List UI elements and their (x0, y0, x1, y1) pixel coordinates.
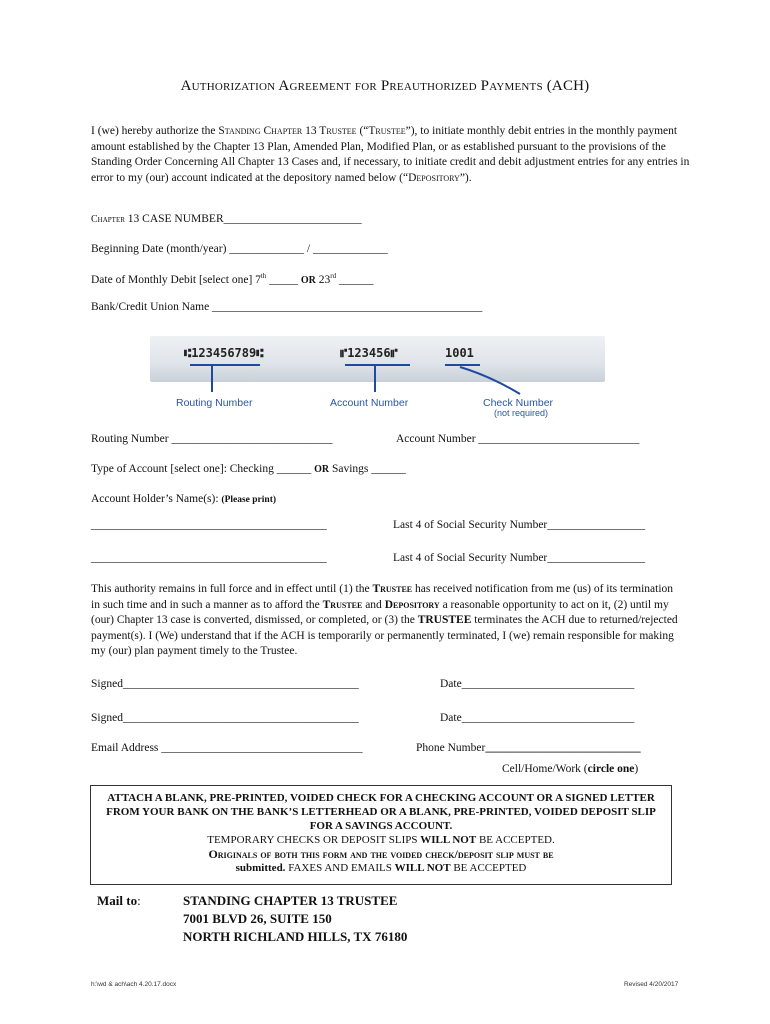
intro-paragraph: I (we) hereby authorize the Standing Chapter 13 Trustee (“Trustee”), to initiate monthly debit entries in the monthly payment amount established by the Chapter 13 Plan, Amended Plan, Modified Plan, or as established pursuant to the provisions of the Standing Order Concerning All Chapter 13 Cases and, if necessary, to initiate credit and debit adjustment entries for any entries in error to my (our) account indicated at the depository named below (“Depository”). (91, 125, 690, 184)
holder-name-field-2[interactable]: _________________________________________ (91, 552, 327, 564)
holder-name-field-1[interactable]: _________________________________________ (91, 519, 327, 531)
bank-name-field[interactable]: Bank/Credit Union Name _______________________________________________ (91, 301, 483, 313)
account-type-field[interactable]: Type of Account [select one]: Checking ______ OR Savings ______ (91, 463, 406, 475)
micr-routing: ⑆123456789⑆ (184, 346, 264, 360)
monthly-debit-field[interactable]: Date of Monthly Debit [select one] 7th _____ OR 23rd ______ (91, 272, 374, 286)
routing-number-field[interactable]: Routing Number ____________________________ (91, 433, 333, 445)
account-number-field[interactable]: Account Number ____________________________ (396, 433, 640, 445)
date-field-2[interactable]: Date______________________________ (440, 712, 635, 724)
case-number-field[interactable]: Chapter 13 CASE NUMBER________________________ (91, 213, 362, 225)
account-number-caption: Account Number (330, 397, 409, 409)
date-field-1[interactable]: Date______________________________ (440, 678, 635, 690)
routing-number-caption: Routing Number (176, 397, 253, 409)
footer-revised-date: Revised 4/20/2017 (624, 981, 679, 988)
page-title: Authorization Agreement for Preauthorized Payments (ACH) (180, 78, 590, 94)
attach-instructions: ATTACH A BLANK, PRE-PRINTED, VOIDED CHECK FOR A CHECKING ACCOUNT OR A SIGNED LETTER FROM YOUR BANK ON THE BANK’S LETTERHEAD OR A BLANK, PRE-PRINTED, VOIDED DEPOSIT SLIP FOR A SAVINGS ACCOUNT. (106, 792, 656, 832)
footer-file-path: h:\wd & ach\ach 4.20.17.docx (91, 981, 177, 988)
mail-address-line-3: NORTH RICHLAND HILLS, TX 76180 (183, 929, 408, 944)
signature-field-2[interactable]: Signed_________________________________________ (91, 712, 359, 724)
micr-account: ⑈123456⑈ (340, 346, 398, 360)
signature-field-1[interactable]: Signed_________________________________________ (91, 678, 359, 690)
email-field[interactable]: Email Address ___________________________________ (91, 742, 363, 754)
phone-type-note: Cell/Home/Work (circle one) (502, 763, 639, 775)
check-number-caption: Check Number (483, 397, 554, 409)
mail-to-label: Mail to: (97, 893, 141, 908)
attach-notice-box (90, 785, 672, 885)
phone-field[interactable]: Phone Number___________________________ (416, 742, 641, 754)
mail-address-line-1: STANDING CHAPTER 13 TRUSTEE (183, 893, 398, 908)
micr-check: 1001 (445, 346, 474, 360)
authority-paragraph: This authority remains in full force and in effect until (1) the Trustee has received notification from me (us) of its termination in such time and in such a manner as to afford the Trustee and Depository a reasonable opportunity to act on it, (2) until my (our) Chapter 13 case is converted, dismissed, or completed, or (3) the TRUSTEE terminates the ACH due to returned/rejected payment(s). I (We) understand that if the ACH is temporarily or permanently terminated, I (we) remain responsible for making my (our) plan payment timely to the Trustee. (91, 583, 678, 657)
ssn-field-1[interactable]: Last 4 of Social Security Number_________________ (393, 519, 646, 531)
mail-address-line-2: 7001 BLVD 26, SUITE 150 (183, 911, 332, 926)
account-holders-label: Account Holder’s Name(s): (Please print) (91, 493, 277, 505)
originals-notice: Originals of both this form and the voided check/deposit slip must be (208, 847, 554, 861)
faxes-notice: submitted. FAXES AND EMAILS WILL NOT BE ACCEPTED (235, 862, 527, 874)
temporary-checks-notice: TEMPORARY CHECKS OR DEPOSIT SLIPS WILL NOT BE ACCEPTED. (207, 834, 555, 846)
check-illustration (150, 336, 605, 426)
beginning-date-field[interactable]: Beginning Date (month/year) _____________ / _____________ (91, 243, 388, 255)
ssn-field-2[interactable]: Last 4 of Social Security Number_________________ (393, 552, 646, 564)
check-number-note: (not required) (494, 408, 549, 418)
